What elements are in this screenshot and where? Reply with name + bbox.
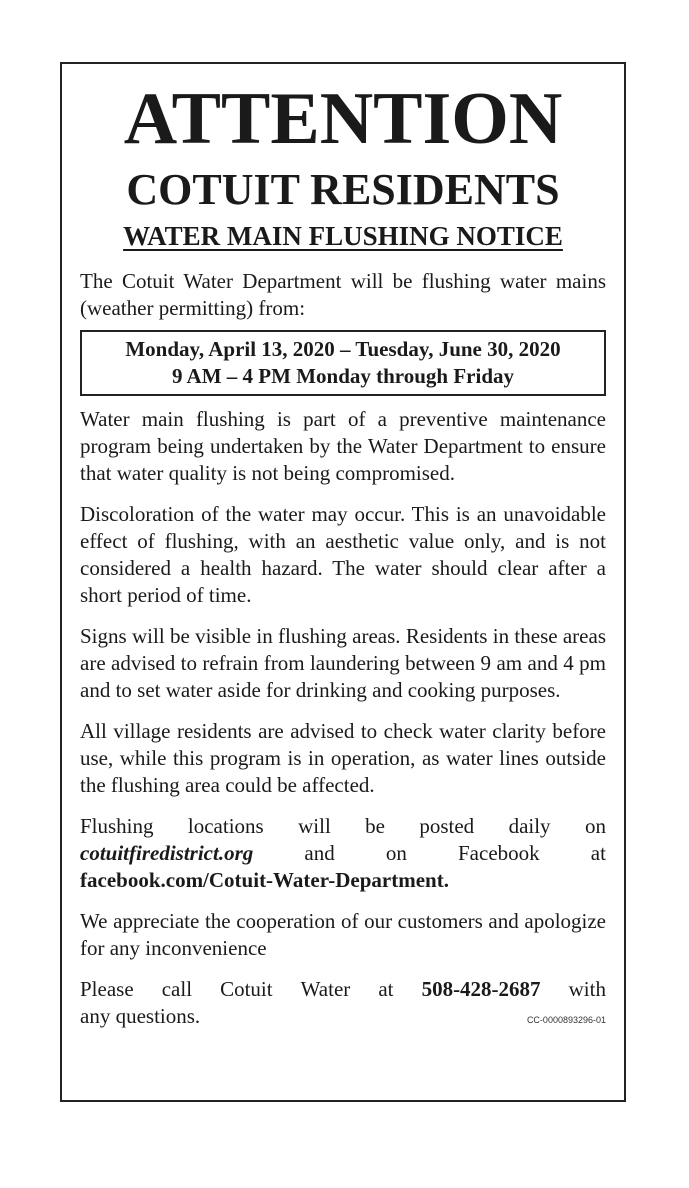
word: daily bbox=[508, 813, 551, 838]
word: and bbox=[304, 840, 335, 865]
facebook-link[interactable]: facebook.com/Cotuit-Water-Department. bbox=[80, 867, 449, 892]
word: Please bbox=[80, 976, 134, 1001]
word: Cotuit bbox=[220, 976, 273, 1001]
notice-frame bbox=[60, 62, 626, 1102]
ad-code: CC-0000893296-01 bbox=[526, 1014, 606, 1025]
word: Facebook bbox=[458, 840, 540, 865]
word: posted bbox=[419, 813, 475, 838]
word: Flushing bbox=[80, 813, 154, 838]
contact-paragraph bbox=[80, 976, 606, 1030]
word: will bbox=[298, 813, 331, 838]
contact-closing: any questions. bbox=[80, 1003, 201, 1028]
notice-subtitle: COTUIT RESIDENTS bbox=[126, 165, 560, 214]
contact-line-2 bbox=[80, 1003, 606, 1030]
word: at bbox=[590, 840, 606, 865]
schedule-box bbox=[80, 330, 606, 396]
locations-line-1 bbox=[80, 813, 606, 840]
word: at bbox=[378, 976, 394, 1001]
clarity-paragraph: All village residents are advised to check water clarity before use, while this program is in operation, as water lines outside the flushing area could be affected. bbox=[80, 718, 606, 797]
locations-paragraph bbox=[80, 813, 606, 894]
word: on bbox=[385, 840, 407, 865]
contact-line-1 bbox=[80, 976, 606, 1003]
locations-line-2 bbox=[80, 840, 606, 867]
notice-title: ATTENTION bbox=[123, 78, 563, 160]
discoloration-paragraph: Discoloration of the water may occur. This is an unavoidable effect of flushing, with an aesthetic value only, and is not considered a health hazard. The water should clear after a short period of time. bbox=[80, 501, 606, 607]
phone-number[interactable]: 508-428-2687 bbox=[421, 976, 541, 1001]
schedule-dates: Monday, April 13, 2020 – Tuesday, June 30, 2020 bbox=[125, 336, 561, 361]
maintenance-paragraph: Water main flushing is part of a preventive maintenance program being undertaken by the Water Department to ensure that water quality is not being compromised. bbox=[80, 406, 606, 485]
word: Water bbox=[300, 976, 351, 1001]
intro-paragraph: The Cotuit Water Department will be flushing water mains (weather permitting) from: bbox=[80, 268, 606, 320]
signs-paragraph: Signs will be visible in flushing areas. Residents in these areas are advised to refrain from laundering between 9 am and 4 pm and to set water aside for drinking and cooking purposes. bbox=[80, 623, 606, 702]
word: call bbox=[161, 976, 193, 1001]
word: locations bbox=[187, 813, 264, 838]
appreciation-paragraph: We appreciate the cooperation of our customers and apologize for any inconvenience bbox=[80, 908, 606, 960]
word: with bbox=[568, 976, 606, 1001]
website-link[interactable]: cotuitfiredistrict.org bbox=[80, 840, 254, 865]
word: be bbox=[365, 813, 385, 838]
schedule-hours: 9 AM – 4 PM Monday through Friday bbox=[171, 363, 515, 388]
notice-heading: WATER MAIN FLUSHING NOTICE bbox=[123, 221, 563, 251]
word: on bbox=[584, 813, 606, 838]
